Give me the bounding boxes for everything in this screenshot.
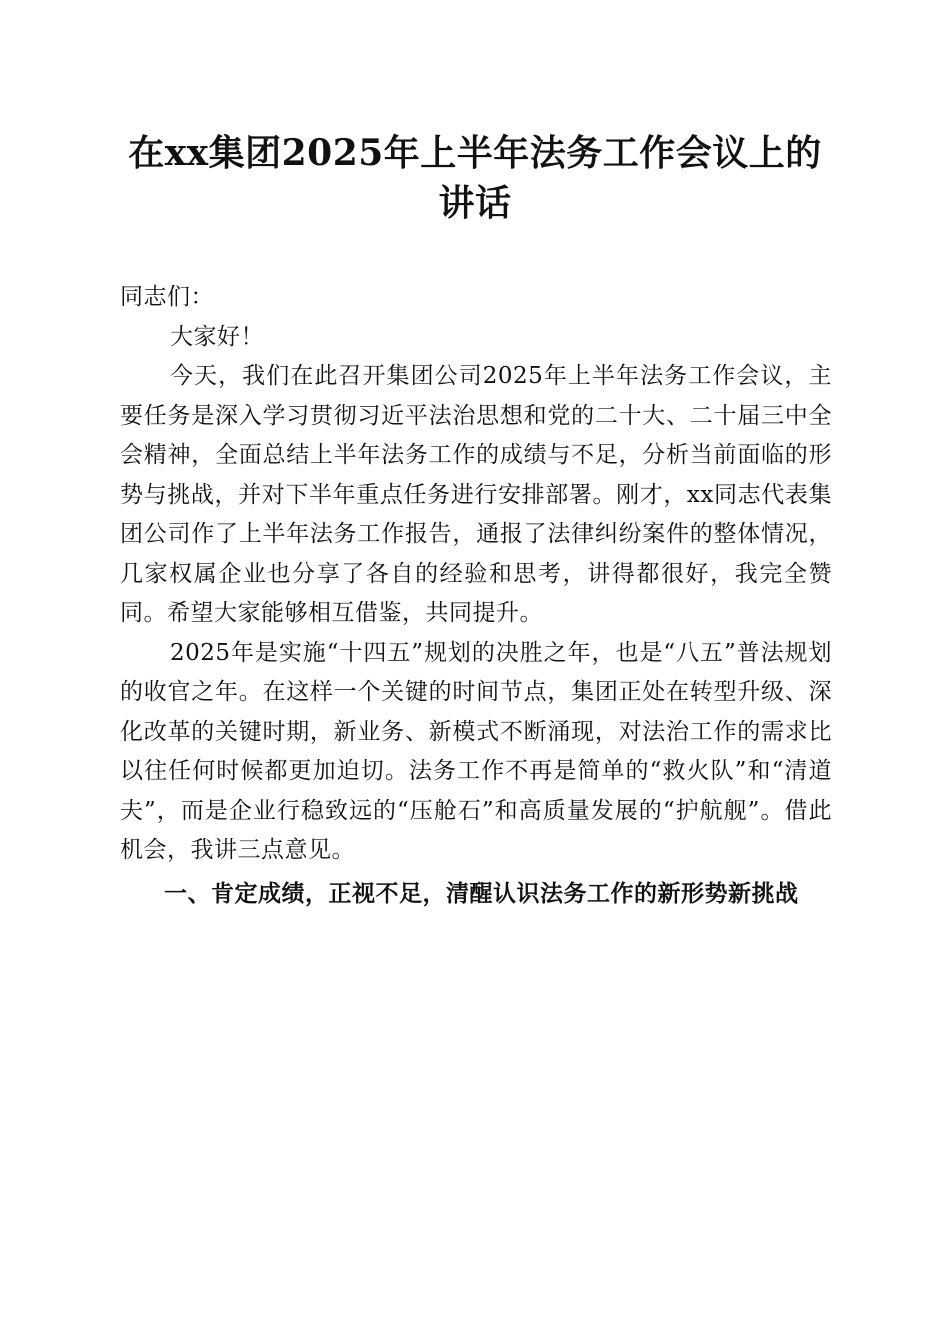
- body-paragraph: 2025年是实施“十四五”规划的决胜之年，也是“八五”普法规划的收官之年。在这样一个关键的时间节点，集团正处在转型升级、深化改革的关键时期，新业务、新模式不断涌现，对法治工作的需求比以往任何时候都更加迫切。法务工作不再是简单的“救火队”和“清道夫”，而是企业行稳致远的“压舱石”和高质量发展的“护航舰”。借此机会，我讲三点意见。: [120, 639, 832, 863]
- section-heading: 一、肯定成绩，正视不足，清醒认识法务工作的新形势新挑战: [164, 880, 799, 907]
- document-title: 在xx集团2025年上半年法务工作会议上的讲话: [128, 132, 822, 224]
- document-body: [120, 278, 832, 918]
- greeting: 大家好！: [170, 323, 264, 350]
- salutation: 同志们：: [120, 284, 214, 310]
- body-paragraph: 今天，我们在此召开集团公司2025年上半年法务工作会议，主要任务是深入学习贯彻习近平法治思想和党的二十大、二十届三中全会精神，全面总结上半年法务工作的成绩与不足，分析当前面临的形势与挑战，并对下半年重点任务进行安排部署。刚才，xx同志代表集团公司作了上半年法务工作报告，通报了法律纠纷案件的整体情况，几家权属企业也分享了各自的经验和思考，讲得都很好，我完全赞同。希望大家能够相互借鉴，共同提升。: [120, 363, 832, 626]
